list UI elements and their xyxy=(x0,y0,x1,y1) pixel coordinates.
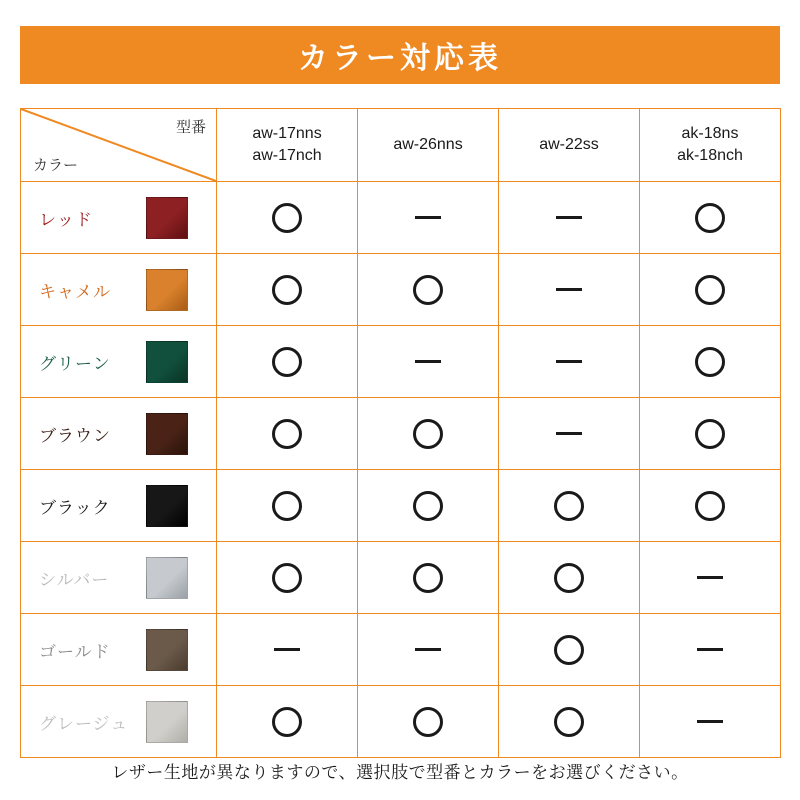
availability-circle-icon xyxy=(640,398,781,470)
availability-circle-icon xyxy=(217,686,358,758)
circle-icon xyxy=(272,419,302,449)
availability-circle-icon xyxy=(640,254,781,326)
color-name-label: グレージュ xyxy=(39,714,129,733)
footer-note: レザー生地が異なりますので、選択肢で型番とカラーをお選びください。 xyxy=(111,763,689,782)
color-name-cell xyxy=(21,326,217,398)
model-code-line: aw-17nch xyxy=(252,147,322,164)
table-header xyxy=(21,109,781,182)
color-name-cell xyxy=(21,686,217,758)
dash-icon xyxy=(556,360,582,363)
circle-icon xyxy=(695,347,725,377)
dash-icon xyxy=(697,720,723,723)
color-name-label: キャメル xyxy=(39,282,111,301)
color-swatch xyxy=(146,341,188,383)
availability-circle-icon xyxy=(217,254,358,326)
circle-icon xyxy=(413,707,443,737)
table-body xyxy=(21,182,781,758)
availability-circle-icon xyxy=(358,398,499,470)
color-model-table xyxy=(20,108,781,758)
color-name-label: グリーン xyxy=(39,354,111,373)
circle-icon xyxy=(554,707,584,737)
table-row xyxy=(21,470,781,542)
circle-icon xyxy=(695,275,725,305)
availability-circle-icon xyxy=(217,542,358,614)
color-swatch xyxy=(146,413,188,455)
availability-circle-icon xyxy=(358,470,499,542)
table-row xyxy=(21,254,781,326)
color-swatch xyxy=(146,701,188,743)
color-name-cell xyxy=(21,470,217,542)
availability-dash-icon xyxy=(499,254,640,326)
color-name-label: シルバー xyxy=(39,570,110,589)
circle-icon xyxy=(272,707,302,737)
table-row xyxy=(21,182,781,254)
circle-icon xyxy=(554,635,584,665)
availability-circle-icon xyxy=(499,686,640,758)
color-name-label: ゴールド xyxy=(39,642,111,661)
model-code-line: aw-17nns xyxy=(252,125,322,143)
model-column-header-4 xyxy=(640,109,781,182)
color-name-label: レッド xyxy=(39,210,93,229)
availability-circle-icon xyxy=(358,686,499,758)
model-column-header-2 xyxy=(358,109,499,182)
circle-icon xyxy=(554,563,584,593)
availability-circle-icon xyxy=(217,326,358,398)
model-column-header-1 xyxy=(217,109,358,182)
availability-circle-icon xyxy=(358,254,499,326)
color-name-label: ブラウン xyxy=(39,426,111,445)
table-row xyxy=(21,326,781,398)
availability-dash-icon xyxy=(358,182,499,254)
circle-icon xyxy=(695,203,725,233)
availability-dash-icon xyxy=(640,542,781,614)
circle-icon xyxy=(413,563,443,593)
corner-model-label: 型番 xyxy=(175,119,206,136)
availability-dash-icon xyxy=(499,398,640,470)
availability-circle-icon xyxy=(640,182,781,254)
dash-icon xyxy=(415,360,441,363)
circle-icon xyxy=(695,491,725,521)
availability-dash-icon xyxy=(499,182,640,254)
circle-icon xyxy=(272,347,302,377)
availability-dash-icon xyxy=(358,614,499,686)
corner-color-label: カラー xyxy=(33,157,79,174)
circle-icon xyxy=(413,419,443,449)
color-name-cell xyxy=(21,614,217,686)
color-swatch xyxy=(146,485,188,527)
model-code-line: aw-26nns xyxy=(393,136,463,154)
availability-circle-icon xyxy=(640,470,781,542)
dash-icon xyxy=(556,432,582,435)
table-row xyxy=(21,398,781,470)
color-name-cell xyxy=(21,542,217,614)
availability-circle-icon xyxy=(499,542,640,614)
table-header-row xyxy=(21,109,781,182)
availability-circle-icon xyxy=(640,326,781,398)
availability-circle-icon xyxy=(217,182,358,254)
dash-icon xyxy=(415,216,441,219)
color-swatch xyxy=(146,557,188,599)
dash-icon xyxy=(415,648,441,651)
availability-circle-icon xyxy=(358,542,499,614)
availability-dash-icon xyxy=(640,686,781,758)
color-name-cell xyxy=(21,254,217,326)
availability-dash-icon xyxy=(217,614,358,686)
table-row xyxy=(21,614,781,686)
circle-icon xyxy=(272,203,302,233)
color-name-cell xyxy=(21,398,217,470)
dash-icon xyxy=(556,288,582,291)
circle-icon xyxy=(272,563,302,593)
model-code-line: aw-22ss xyxy=(539,136,599,154)
color-name-label: ブラック xyxy=(39,498,111,517)
circle-icon xyxy=(554,491,584,521)
dash-icon xyxy=(697,576,723,579)
circle-icon xyxy=(272,491,302,521)
model-column-header-3 xyxy=(499,109,640,182)
circle-icon xyxy=(413,275,443,305)
availability-circle-icon xyxy=(499,470,640,542)
model-code-line: ak-18ns xyxy=(681,125,739,143)
color-swatch xyxy=(146,269,188,311)
color-name-cell xyxy=(21,182,217,254)
color-swatch xyxy=(146,629,188,671)
page-title: カラー対応表 xyxy=(298,42,502,75)
color-swatch xyxy=(146,197,188,239)
availability-circle-icon xyxy=(217,398,358,470)
table-row xyxy=(21,686,781,758)
availability-dash-icon xyxy=(640,614,781,686)
circle-icon xyxy=(413,491,443,521)
table-row xyxy=(21,542,781,614)
circle-icon xyxy=(272,275,302,305)
availability-dash-icon xyxy=(358,326,499,398)
availability-circle-icon xyxy=(217,470,358,542)
availability-circle-icon xyxy=(499,614,640,686)
dash-icon xyxy=(697,648,723,651)
circle-icon xyxy=(695,419,725,449)
color-model-table-wrapper xyxy=(20,108,780,758)
table-corner-cell xyxy=(21,109,217,182)
page-header-banner xyxy=(20,26,780,84)
availability-dash-icon xyxy=(499,326,640,398)
dash-icon xyxy=(274,648,300,651)
dash-icon xyxy=(556,216,582,219)
model-code-line: ak-18nch xyxy=(677,147,743,164)
